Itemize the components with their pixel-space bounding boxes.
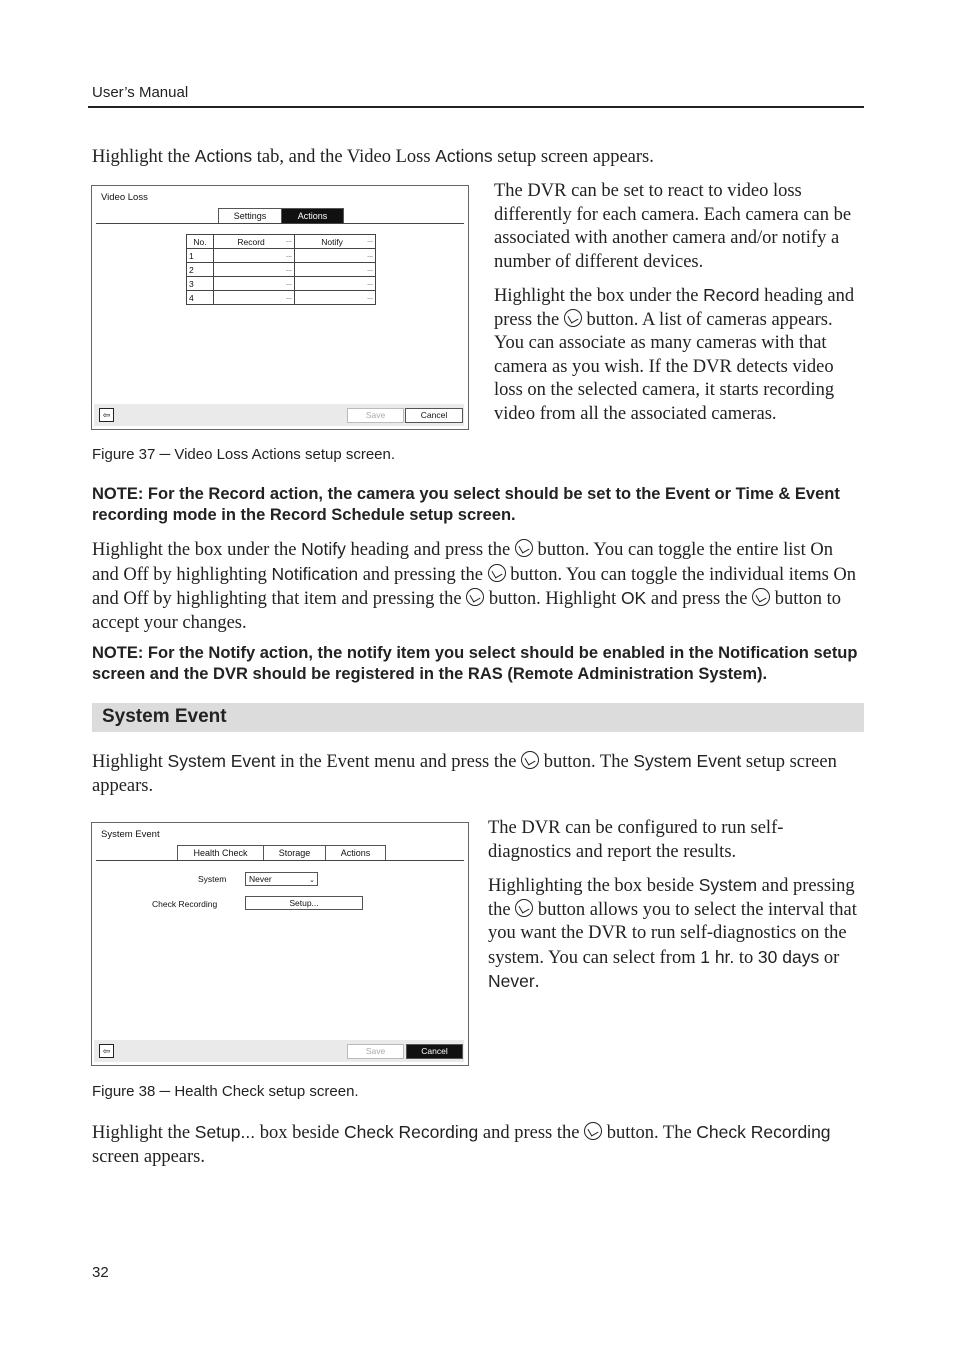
save-button[interactable]: Save [347, 408, 404, 423]
setup-button[interactable]: Setup... [245, 896, 363, 910]
table-row: 1 ... ... [187, 249, 376, 263]
enter-button-icon [466, 588, 484, 606]
record-cell[interactable]: ... [214, 249, 295, 263]
tab-rule [96, 860, 464, 861]
paragraph-system-event: Highlight System Event in the Event menu and press the button. The System Event setup screen appears. [92, 751, 837, 796]
running-header: User’s Manual [92, 84, 189, 101]
table-row: 3 ... ... [187, 277, 376, 291]
enter-button-icon [584, 1122, 602, 1140]
save-button[interactable]: Save [347, 1044, 404, 1059]
screen-title: Video Loss [101, 192, 148, 203]
enter-button-icon [515, 539, 533, 557]
enter-button-icon [564, 309, 582, 327]
notify-cell[interactable]: ... [295, 249, 376, 263]
back-icon[interactable]: ⇦ [99, 1044, 114, 1058]
page-number: 32 [92, 1264, 109, 1281]
note-record: NOTE: For the Record action, the camera you select should be set to the Event or Time & Event recording mode in the Record Schedule setup screen. [92, 485, 840, 524]
paragraph-react: The DVR can be set to react to video loss differently for each camera. Each camera can be associated with another camera and/or notify a number of different devices. [494, 181, 852, 272]
record-cell[interactable]: ... [214, 263, 295, 277]
system-select[interactable]: Never ⌄ [245, 872, 318, 886]
check-recording-label: Check Recording [152, 899, 218, 909]
record-cell[interactable]: ... [214, 277, 295, 291]
header-rule [88, 106, 864, 108]
tab-actions[interactable]: Actions [325, 845, 386, 861]
notify-cell[interactable]: ... [295, 291, 376, 305]
tab-rule [96, 223, 464, 224]
record-cell[interactable]: ... [214, 291, 295, 305]
paragraph-interval: Highlighting the box beside System and pressing the button allows you to select the interval that you want the DVR to run self-diagnostics on the system. You can select from 1 hr. to 30 days or Never. [488, 875, 857, 992]
cancel-button[interactable]: Cancel [405, 408, 463, 423]
video-loss-screen [91, 185, 469, 430]
table-row: 2 ... ... [187, 263, 376, 277]
table-row: 4 ... ... [187, 291, 376, 305]
section-title: System Event [102, 706, 227, 727]
note-notify: NOTE: For the Notify action, the notify item you select should be enabled in the Notification setup screen and the DVR should be registered in the RAS (Remote Administration System). [92, 644, 858, 683]
system-label: System [198, 874, 227, 884]
enter-button-icon [488, 564, 506, 582]
chevron-down-icon: ⌄ [309, 877, 315, 884]
notify-cell[interactable]: ... [295, 263, 376, 277]
notify-cell[interactable]: ... [295, 277, 376, 291]
tab-actions[interactable]: Actions [281, 208, 344, 224]
paragraph-record: Highlight the box under the Record heading and press the button. A list of cameras appears. You can associate as many cameras with that camera as you wish. If the DVR detects video loss on the selected camera, it starts recording video from all the associated cameras. [494, 285, 855, 424]
actions-table [186, 234, 376, 305]
enter-button-icon [521, 751, 539, 769]
column-no: No. [187, 235, 214, 249]
tab-settings[interactable]: Settings [218, 208, 282, 224]
figure-37-caption: Figure 37 ─ Video Loss Actions setup screen. [92, 446, 396, 463]
enter-button-icon [515, 899, 533, 917]
screen-title: System Event [101, 829, 160, 840]
column-notify: Notify ... [295, 235, 376, 249]
cancel-button[interactable]: Cancel [406, 1044, 463, 1059]
figure-38-caption: Figure 38 ─ Health Check setup screen. [92, 1083, 359, 1100]
column-record: Record ... [214, 235, 295, 249]
paragraph-notify: Highlight the box under the Notify heading and press the button. You can toggle the entire list On and Off by highlighting Notification and pressing the button. You can toggle the individual items On and Off by highlighting that item and pressing the button. Highlight OK and press the button to accept your changes. [92, 539, 857, 633]
paragraph-self-diagnostics: The DVR can be configured to run self-diagnostics and report the results. [488, 818, 784, 862]
tab-health-check[interactable]: Health Check [177, 845, 264, 861]
system-event-screen [91, 822, 469, 1066]
tab-storage[interactable]: Storage [263, 845, 326, 861]
paragraph-check-recording: Highlight the Setup... box beside Check Recording and press the button. The Check Recording screen appears. [92, 1122, 831, 1167]
back-icon[interactable]: ⇦ [99, 408, 114, 422]
enter-button-icon [752, 588, 770, 606]
intro-paragraph: Highlight the Actions tab, and the Video Loss Actions setup screen appears. [92, 146, 654, 167]
